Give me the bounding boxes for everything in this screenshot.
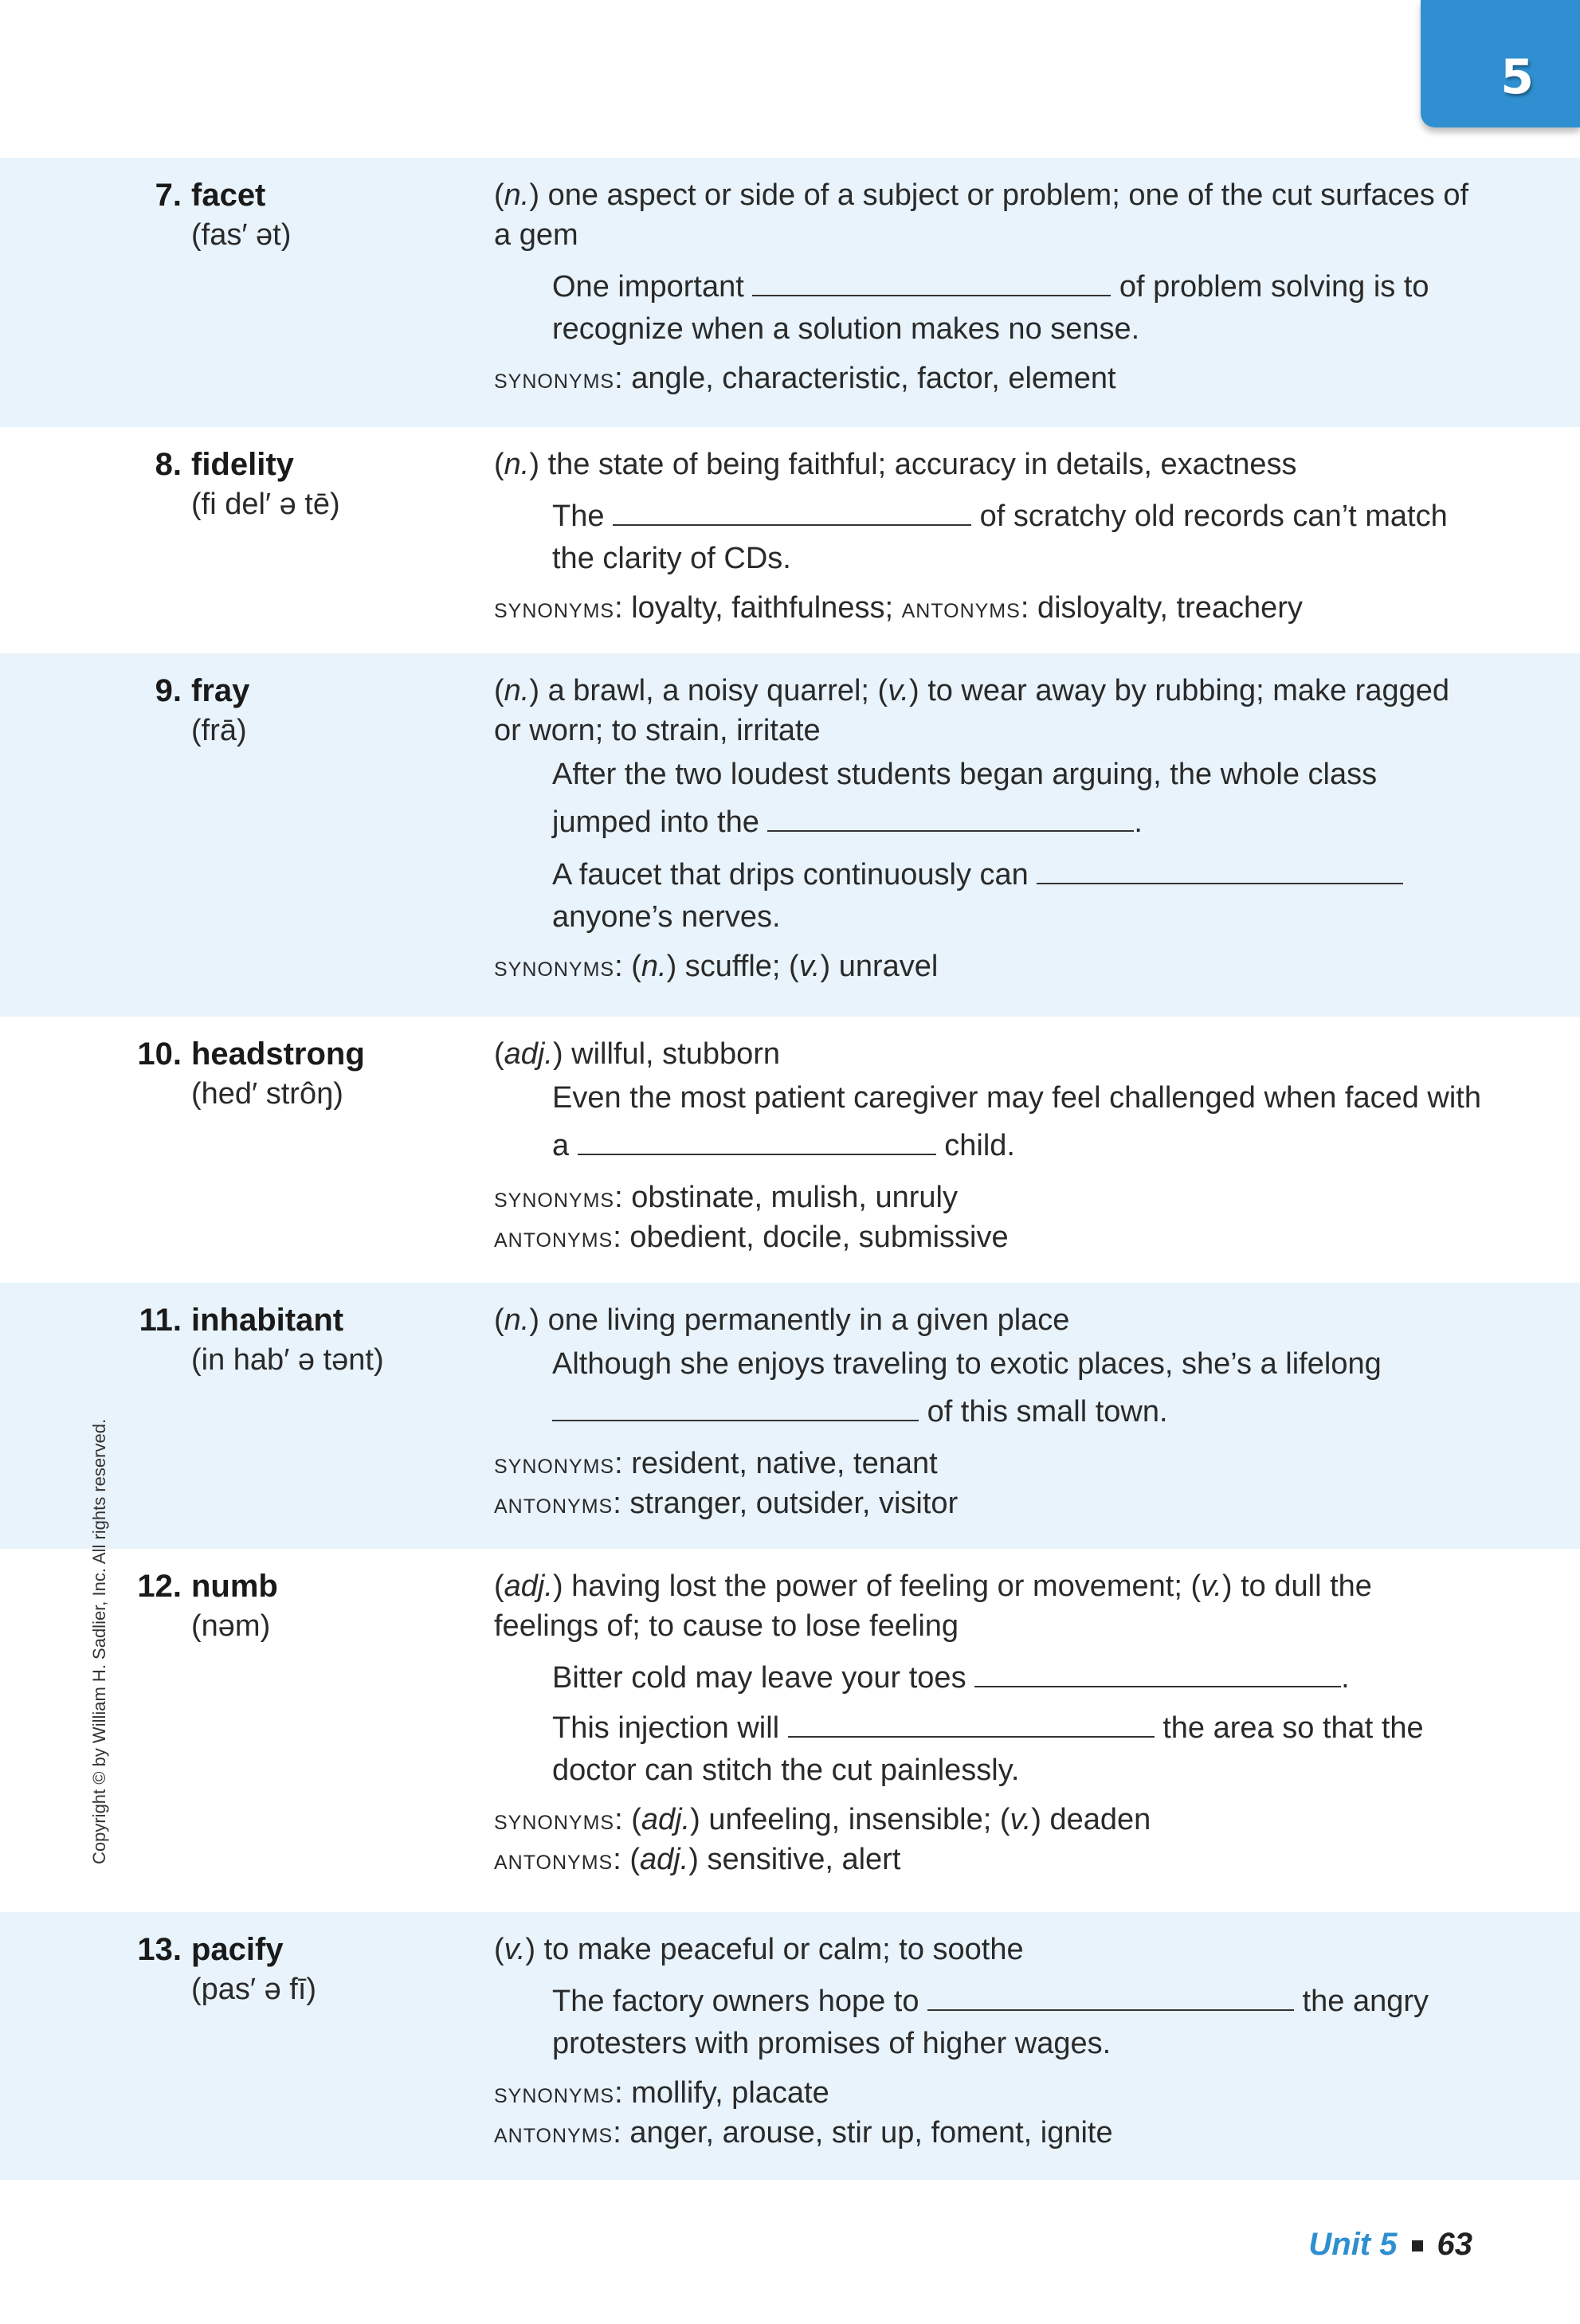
definition: (n.) one living permanently in a given place xyxy=(494,1303,1070,1337)
synonyms: synonyms: angle, characteristic, factor, element xyxy=(494,362,1116,395)
example-sentence: The factory owners hope to the angry protesters with promises of higher wages. xyxy=(552,1985,1429,2060)
antonyms: antonyms: obedient, docile, submissive xyxy=(494,1221,1009,1254)
answer-blank[interactable] xyxy=(767,829,1134,832)
answer-blank[interactable] xyxy=(752,294,1111,296)
headword: headstrong xyxy=(191,1037,365,1072)
page-number: 63 xyxy=(1437,2227,1472,2262)
synonyms: synonyms: mollify, placate xyxy=(494,2076,829,2110)
entry-numb xyxy=(0,1549,1580,1912)
example-sentence: Although she enjoys traveling to exotic places, she’s a lifelong of this small town. xyxy=(552,1347,1382,1428)
antonyms: antonyms: stranger, outsider, visitor xyxy=(494,1487,959,1520)
definition: (n.) a brawl, a noisy quarrel; (v.) to wear away by rubbing; make ragged or worn; to strain, irritate xyxy=(494,674,1450,747)
pronunciation: (in hab′ ə tənt) xyxy=(191,1343,384,1377)
pronunciation: (fi del′ ə tē) xyxy=(191,488,340,521)
antonyms-text: disloyalty, treachery xyxy=(1037,591,1303,625)
entry-number: 13. xyxy=(137,1932,182,1967)
entry-fidelity xyxy=(0,427,1580,653)
example-sentence: After the two loudest students began arguing, the whole class jumped into the . xyxy=(552,758,1378,839)
headword: fidelity xyxy=(191,447,294,482)
entry-fray xyxy=(0,653,1580,1017)
definition: (n.) the state of being faithful; accuracy in details, exactness xyxy=(494,448,1297,481)
pronunciation: (fas′ ət) xyxy=(191,218,292,252)
entry-number: 10. xyxy=(137,1037,182,1072)
answer-blank[interactable] xyxy=(552,1419,919,1421)
entry-number: 8. xyxy=(155,447,182,482)
unit-label: Unit 5 xyxy=(1308,2227,1398,2262)
entry-number: 9. xyxy=(155,673,182,708)
entry-number: 11. xyxy=(139,1303,182,1338)
pronunciation: (hed′ strôŋ) xyxy=(191,1077,343,1111)
entry-inhabitant xyxy=(0,1283,1580,1549)
entry-number: 7. xyxy=(155,178,182,213)
pronunciation: (pas′ ə fī) xyxy=(191,1973,317,2006)
synonyms: synonyms: obstinate, mulish, unruly xyxy=(494,1181,958,1214)
entry-headstrong xyxy=(0,1017,1580,1283)
pronunciation: (nəm) xyxy=(191,1609,271,1643)
synonyms: synonyms: (n.) scuffle; (v.) unravel xyxy=(494,950,939,983)
page-footer xyxy=(1308,2227,1472,2263)
bullet-icon xyxy=(1412,2240,1423,2251)
headword: numb xyxy=(191,1569,278,1604)
synonyms: synonyms: resident, native, tenant xyxy=(494,1447,938,1480)
definition: (n.) one aspect or side of a subject or problem; one of the cut surfaces of a gem xyxy=(494,178,1469,252)
headword: facet xyxy=(191,178,266,213)
antonyms: antonyms: (adj.) sensitive, alert xyxy=(494,1843,901,1876)
example-sentence: Even the most patient caregiver may feel challenged when faced with a child. xyxy=(552,1081,1481,1162)
unit-number: 5 xyxy=(1500,49,1534,105)
definition: (v.) to make peaceful or calm; to soothe xyxy=(494,1933,1024,1966)
answer-blank[interactable] xyxy=(974,1685,1341,1687)
antonyms-label: antonyms xyxy=(901,591,1021,624)
example-sentence: The of scratchy old records can’t match the clarity of CDs. xyxy=(552,500,1448,575)
entry-pacify xyxy=(0,1912,1580,2180)
definition: (adj.) having lost the power of feeling or movement; (v.) to dull the feelings of; to cause to lose feeling xyxy=(494,1570,1372,1643)
copyright-notice: Copyright © by William H. Sadlier, Inc. All rights reserved. xyxy=(89,1418,109,1864)
answer-blank[interactable] xyxy=(788,1735,1155,1738)
synonyms: synonyms: (adj.) unfeeling, insensible; (v.) deaden xyxy=(494,1803,1151,1836)
pronunciation: (frā) xyxy=(191,714,247,747)
entry-number: 12. xyxy=(137,1569,182,1604)
example-sentence: Bitter cold may leave your toes . xyxy=(552,1661,1350,1695)
answer-blank[interactable] xyxy=(1037,882,1403,884)
headword: pacify xyxy=(191,1932,284,1967)
answer-blank[interactable] xyxy=(578,1153,936,1155)
answer-blank[interactable] xyxy=(613,523,971,526)
answer-blank[interactable] xyxy=(927,2009,1294,2011)
definition: (adj.) willful, stubborn xyxy=(494,1037,781,1071)
example-sentence: One important of problem solving is to recognize when a solution makes no sense. xyxy=(552,270,1429,346)
headword: inhabitant xyxy=(191,1303,344,1338)
synonyms: synonyms: loyalty, faithfulness; antonyms: disloyalty, treachery xyxy=(494,591,1303,625)
antonyms: antonyms: anger, arouse, stir up, foment, ignite xyxy=(494,2116,1113,2150)
example-sentence: A faucet that drips continuously can anyone’s nerves. xyxy=(552,854,1482,939)
entry-facet xyxy=(0,158,1580,427)
unit-tab xyxy=(1421,0,1580,127)
example-sentence: This injection will the area so that the doctor can stitch the cut painlessly. xyxy=(552,1711,1424,1787)
headword: fray xyxy=(191,673,250,708)
